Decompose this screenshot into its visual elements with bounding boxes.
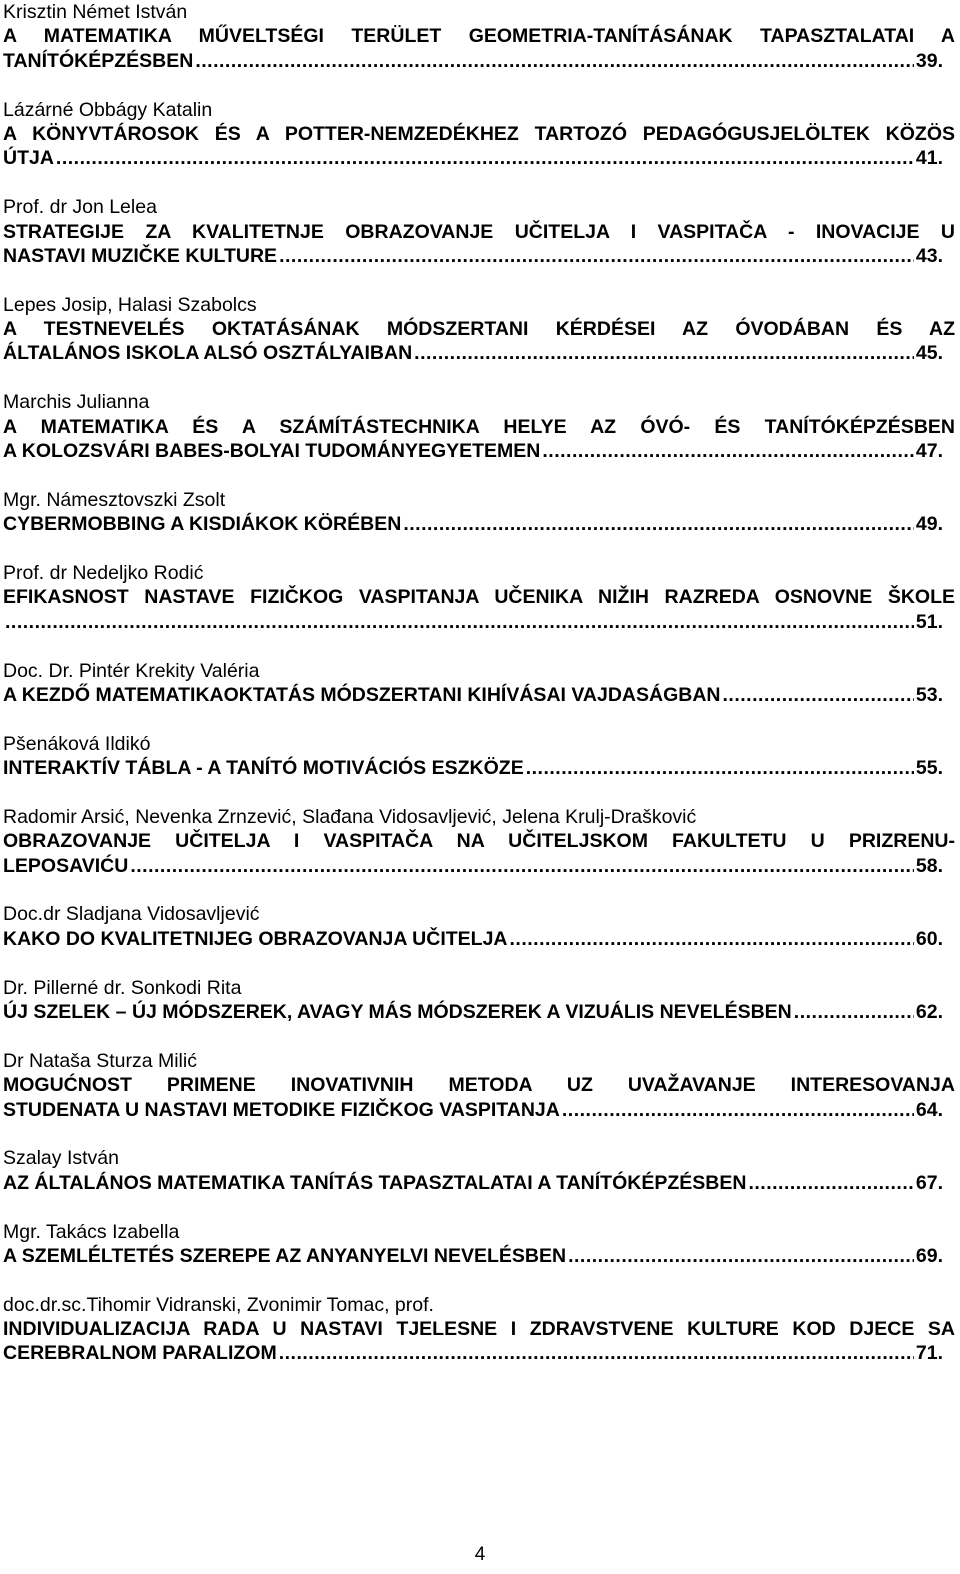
dot-leader: [526, 756, 914, 780]
toc-entry-title: [3, 927, 955, 951]
toc-entry-title: [3, 1171, 955, 1195]
dot-leader: [279, 244, 914, 268]
dot-leader: [56, 146, 914, 170]
toc-entry-title: [3, 683, 955, 707]
toc-entry-title-line: A MATEMATIKA MŰVELTSÉGI TERÜLET GEOMETRIA-TANÍTÁSÁNAK TAPASZTALATAI A: [3, 25, 955, 48]
toc-entry-author: Doc. Dr. Pintér Krekity Valéria: [3, 659, 260, 682]
toc-entry-leader-line: [3, 1341, 943, 1365]
toc-entry-leader-line: [3, 1171, 943, 1195]
toc-entry-page-number[interactable]: 47.: [915, 440, 943, 463]
toc-entry-page-number[interactable]: 67.: [915, 1171, 943, 1194]
entry-spacer: [3, 781, 955, 805]
toc-entry-page-number[interactable]: 51.: [915, 610, 943, 633]
entry-spacer: [3, 1195, 955, 1219]
toc-entry-page-number[interactable]: 39.: [915, 49, 943, 72]
toc-entry-page-number[interactable]: 71.: [915, 1342, 943, 1365]
toc-entry-author: Prof. dr Jon Lelea: [3, 196, 157, 219]
toc-entry-title: [3, 756, 955, 780]
toc-entry-leader-line: [3, 1244, 943, 1268]
toc-entry-title: [3, 1244, 955, 1268]
toc-entry-leader-line: [3, 1000, 943, 1024]
toc-entry-page-number[interactable]: 58.: [915, 854, 943, 877]
toc-entry[interactable]: [3, 561, 955, 634]
toc-entry-title-last-line: CYBERMOBBING A KISDIÁKOK KÖRÉBEN: [3, 513, 402, 536]
dot-leader: [195, 49, 914, 73]
toc-entry[interactable]: [3, 732, 955, 781]
dot-leader: [279, 1341, 914, 1365]
toc-entry-title-last-line: LEPOSAVIĆU: [3, 854, 129, 877]
toc-entry-page-number[interactable]: 69.: [915, 1244, 943, 1267]
dot-leader: [414, 341, 914, 365]
table-of-contents: [3, 0, 955, 1366]
toc-entry[interactable]: [3, 1293, 955, 1366]
entry-spacer: [3, 634, 955, 658]
dot-leader: [542, 439, 914, 463]
toc-entry-page-number[interactable]: 60.: [915, 927, 943, 950]
entry-spacer: [3, 268, 955, 292]
toc-entry-title-last-line: TANÍTÓKÉPZÉSBEN: [3, 49, 194, 72]
dot-leader: [794, 1000, 914, 1024]
toc-entry-page-number[interactable]: 64.: [915, 1098, 943, 1121]
toc-entry-title: [3, 512, 955, 536]
toc-entry-page-number[interactable]: 62.: [915, 1001, 943, 1024]
toc-entry[interactable]: [3, 98, 955, 171]
toc-entry-title-line: MOGUĆNOST PRIMENE INOVATIVNIH METODA UZ UVAŽAVANJE INTERESOVANJA: [3, 1074, 955, 1097]
toc-entry-author: Prof. dr Nedeljko Rodić: [3, 561, 204, 584]
toc-entry-leader-line: [3, 683, 943, 707]
toc-entry-title: [3, 415, 955, 464]
toc-entry-leader-line: [3, 439, 943, 463]
toc-entry-author: Szalay István: [3, 1147, 119, 1170]
toc-entry-leader-line: [3, 610, 943, 634]
toc-entry-leader-line: [3, 146, 943, 170]
dot-leader: [568, 1244, 914, 1268]
toc-entry-title-line: OBRAZOVANJE UČITELJA I VASPITAČA NA UČITELJSKOM FAKULTETU U PRIZRENU-: [3, 830, 955, 853]
toc-entry-page-number[interactable]: 49.: [915, 513, 943, 536]
toc-entry-title: [3, 317, 955, 366]
dot-leader: [130, 854, 914, 878]
toc-entry-page-number[interactable]: 53.: [915, 683, 943, 706]
entry-spacer: [3, 1122, 955, 1146]
toc-entry-title-line: A TESTNEVELÉS OKTATÁSÁNAK MÓDSZERTANI KÉRDÉSEI AZ ÓVODÁBAN ÉS AZ: [3, 318, 955, 341]
toc-entry-page-number[interactable]: 45.: [915, 342, 943, 365]
toc-entry-author: Doc.dr Sladjana Vidosavljević: [3, 903, 260, 926]
toc-entry-leader-line: [3, 927, 943, 951]
toc-entry-leader-line: [3, 1098, 943, 1122]
toc-entry-leader-line: [3, 341, 943, 365]
toc-entry-title-last-line: ÚJ SZELEK – ÚJ MÓDSZEREK, AVAGY MÁS MÓDSZEREK A VIZUÁLIS NEVELÉSBEN: [3, 1001, 792, 1024]
toc-entry-author: Krisztin Német István: [3, 1, 188, 23]
toc-entry[interactable]: [3, 488, 955, 537]
toc-entry[interactable]: [3, 1220, 955, 1269]
entry-spacer: [3, 537, 955, 561]
toc-entry-title-last-line: A SZEMLÉLTETÉS SZEREPE AZ ANYANYELVI NEVELÉSBEN: [3, 1244, 567, 1267]
toc-entry-title: [3, 122, 955, 171]
toc-entry[interactable]: [3, 659, 955, 708]
entry-spacer: [3, 366, 955, 390]
dot-leader: [403, 512, 914, 536]
toc-entry-title-last-line: ÚTJA: [3, 147, 54, 170]
entry-spacer: [3, 1268, 955, 1292]
toc-entry-author: Pšenáková Ildikó: [3, 732, 151, 755]
toc-entry-page-number[interactable]: 55.: [915, 757, 943, 780]
toc-entry-title-line: A KÖNYVTÁROSOK ÉS A POTTER-NEMZEDÉKHEZ TARTOZÓ PEDAGÓGUSJELÖLTEK KÖZÖS: [3, 122, 955, 145]
toc-entry-title-last-line: A KEZDŐ MATEMATIKAOKTATÁS MÓDSZERTANI KIHÍVÁSAI VAJDASÁGBAN: [3, 683, 721, 706]
toc-entry-title: [3, 220, 955, 269]
toc-entry-title-last-line: NASTAVI MUZIČKE KULTURE: [3, 244, 278, 267]
entry-spacer: [3, 463, 955, 487]
toc-entry-title: [3, 1073, 955, 1122]
dot-leader: [723, 683, 914, 707]
toc-entry-title: [3, 24, 955, 73]
entry-spacer: [3, 878, 955, 902]
entry-spacer: [3, 951, 955, 975]
toc-entry-author: Lepes Josip, Halasi Szabolcs: [3, 293, 257, 316]
entry-spacer: [3, 73, 955, 97]
toc-entry-title-last-line: INTERAKTÍV TÁBLA - A TANÍTÓ MOTIVÁCIÓS ESZKÖZE: [3, 757, 524, 780]
page-number: 4: [474, 1544, 486, 1565]
toc-entry[interactable]: [3, 293, 955, 366]
toc-entry-title: [3, 829, 955, 878]
toc-entry-page-number[interactable]: 43.: [915, 244, 943, 267]
toc-entry-leader-line: [3, 49, 943, 73]
toc-entry-author: Mgr. Takács Izabella: [3, 1220, 180, 1243]
toc-entry-page-number[interactable]: 41.: [915, 147, 943, 170]
toc-entry-author: Marchis Julianna: [3, 391, 150, 414]
toc-entry-leader-line: [3, 756, 943, 780]
toc-entry[interactable]: [3, 1146, 955, 1195]
toc-entry-author: Lázárné Obbágy Katalin: [3, 98, 213, 121]
toc-entry[interactable]: [3, 976, 955, 1025]
toc-entry-title: [3, 585, 955, 634]
toc-entry[interactable]: [3, 805, 955, 878]
dot-leader: [562, 1098, 914, 1122]
toc-entry[interactable]: [3, 195, 955, 268]
toc-entry-title-line: EFIKASNOST NASTAVE FIZIČKOG VASPITANJA UČENIKA NIŽIH RAZREDA OSNOVNE ŠKOLE: [3, 586, 955, 609]
toc-entry-title-line: STRATEGIJE ZA KVALITETNJE OBRAZOVANJE UČITELJA I VASPITAČA - INOVACIJE U: [3, 220, 955, 243]
toc-entry[interactable]: [3, 1049, 955, 1122]
toc-entry-title: [3, 1000, 955, 1024]
toc-entry-leader-line: [3, 854, 943, 878]
toc-entry-title-last-line: CEREBRALNOM PARALIZOM: [3, 1342, 277, 1365]
toc-entry-author: doc.dr.sc.Tihomir Vidranski, Zvonimir Tomac, prof.: [3, 1293, 434, 1316]
toc-entry-leader-line: [3, 244, 943, 268]
toc-entry[interactable]: [3, 902, 955, 951]
toc-entry-title-last-line: A KOLOZSVÁRI BABES-BOLYAI TUDOMÁNYEGYETEMEN: [3, 440, 541, 463]
toc-entry-title-line: A MATEMATIKA ÉS A SZÁMÍTÁSTECHNIKA HELYE AZ ÓVÓ- ÉS TANÍTÓKÉPZÉSBEN: [3, 415, 955, 438]
toc-entry-title-last-line: STUDENATA U NASTAVI METODIKE FIZIČKOG VASPITANJA: [3, 1098, 560, 1121]
dot-leader: [5, 610, 914, 634]
toc-entry-title-last-line: AZ ÁLTALÁNOS MATEMATIKA TANÍTÁS TAPASZTALATAI A TANÍTÓKÉPZÉSBEN: [3, 1171, 747, 1194]
toc-entry[interactable]: [3, 390, 955, 463]
toc-entry-title: [3, 1317, 955, 1366]
entry-spacer: [3, 1024, 955, 1048]
entry-spacer: [3, 171, 955, 195]
toc-entry-author: Radomir Arsić, Nevenka Zrnzević, Slađana Vidosavljević, Jelena Krulj-Drašković: [3, 805, 697, 828]
toc-entry-title-last-line: ÁLTALÁNOS ISKOLA ALSÓ OSZTÁLYAIBAN: [3, 342, 413, 365]
toc-entry-author: Mgr. Námesztovszki Zsolt: [3, 488, 226, 511]
toc-entry-leader-line: [3, 512, 943, 536]
dot-leader: [748, 1171, 913, 1195]
toc-entry[interactable]: [3, 0, 955, 73]
toc-entry-author: Dr. Pillerné dr. Sonkodi Rita: [3, 976, 242, 999]
toc-entry-title-line: INDIVIDUALIZACIJA RADA U NASTAVI TJELESNE I ZDRAVSTVENE KULTURE KOD DJECE SA: [3, 1318, 955, 1341]
dot-leader: [510, 927, 914, 951]
toc-entry-title-last-line: KAKO DO KVALITETNIJEG OBRAZOVANJA UČITELJA: [3, 927, 508, 950]
toc-entry-author: Dr Nataša Sturza Milić: [3, 1049, 197, 1072]
entry-spacer: [3, 707, 955, 731]
